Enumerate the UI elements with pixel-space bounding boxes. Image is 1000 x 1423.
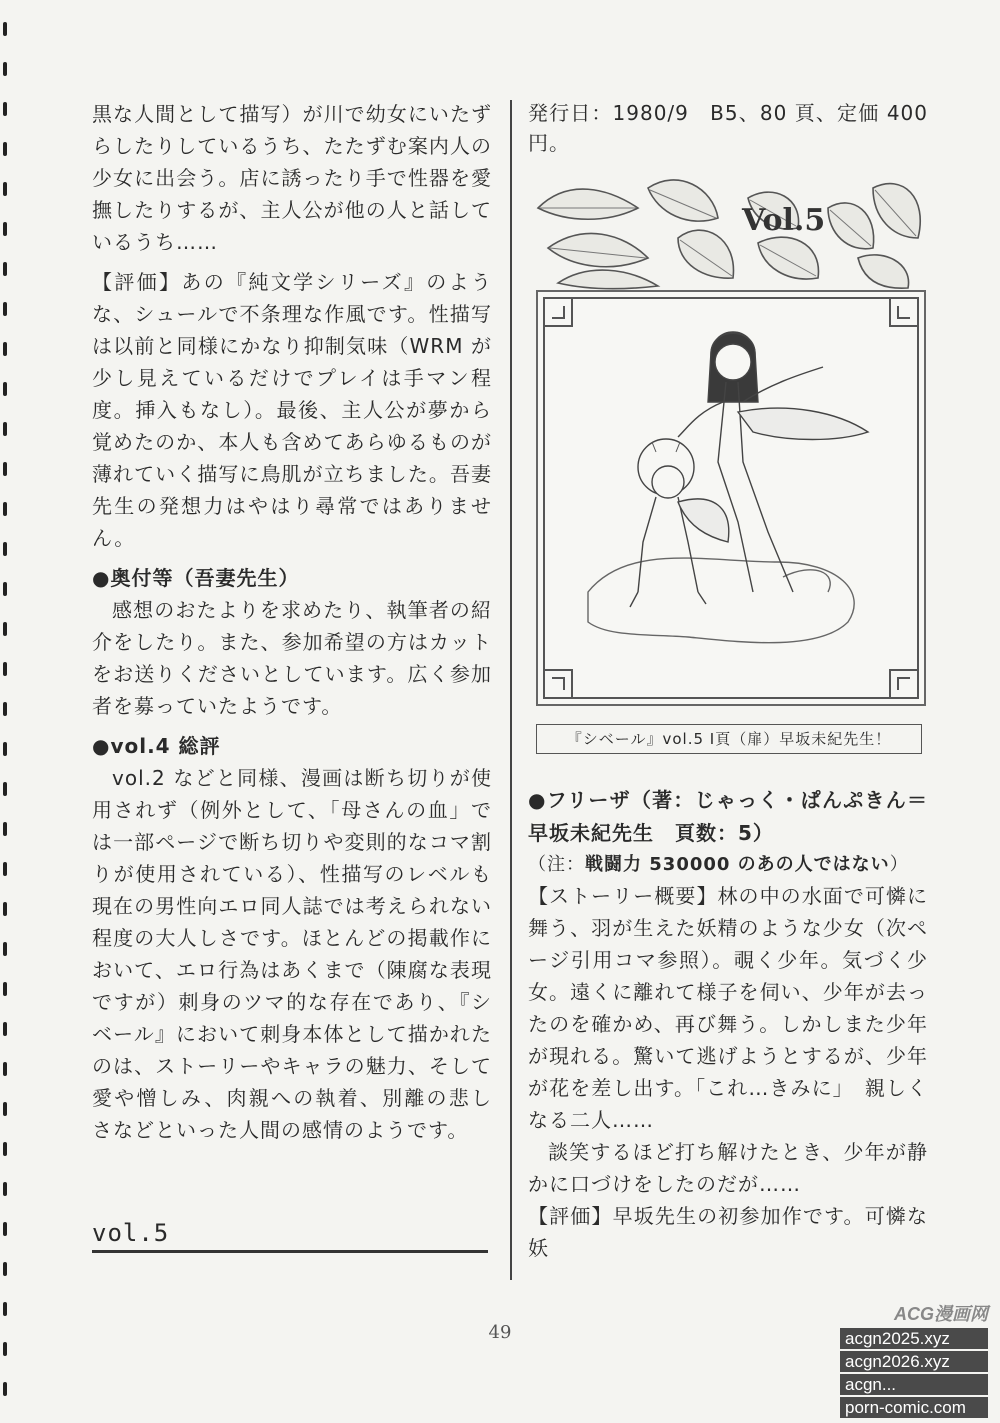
evaluation-paragraph: 【評価】あの『純文学シリーズ』のような、シュールで不条理な作風です。性描写は以前と同様にかなり抑制気味（WRM が少し見えているだけでプレイは手マン程度。挿入もなし）。最後、主人公が夢から覚めたのか、本人も含めてあらゆるものが薄れていく描写に鳥肌が立ちました。吾妻先生の発想力はやはり尋常ではありません。 <box>92 270 492 550</box>
story-summary-continued: 談笑するほど打ち解けたとき、少年が静かに口づけをしたのだが…… <box>528 1140 928 1196</box>
body-paragraph: 黒な人間として描写）が川で幼女にいたずらしたりしているうち、たたずむ案内人の少女に出会う。店に誘ったり手で性器を愛撫したりするが、主人公が他の人と話しているうち…… <box>92 102 492 254</box>
colophon-paragraph: 感想のおたよりを求めたり、執筆者の紹介をしたり。また、参加希望の方はカットをお送りくださいとしています。広く参加者を募っていたようです。 <box>92 598 492 718</box>
watermark-logo: ACG漫画网 <box>894 1304 988 1324</box>
cover-illustration <box>536 290 926 706</box>
right-column <box>528 98 928 1264</box>
story-note <box>528 850 928 880</box>
section-title-vol4-review: ●vol.4 総評 <box>92 734 221 758</box>
note-prefix: （注： <box>528 854 585 875</box>
leaf-logo-illustration <box>528 168 928 290</box>
section-title-colophon: ●奥付等（吾妻先生） <box>92 566 300 590</box>
story-summary: 【ストーリー概要】林の中の水面で可憐に舞う、羽が生えた妖精のような少女（次ページ引用コマ参照）。覗く少年。気づく少女。遠くに離れて様子を伺い、少年が去ったのを確かめ、再び舞う。しかしまた少年が現れる。驚いて逃げようとするが、少年が花を差し出す。「これ…きみに」 親しくなる二人…… <box>528 884 928 1132</box>
note-suffix: ） <box>889 854 909 875</box>
story-evaluation: 【評価】早坂先生の初参加作です。可憐な妖 <box>528 1204 928 1260</box>
page-number: 49 <box>488 1322 512 1343</box>
vol5-heading: vol.5 <box>92 1216 488 1253</box>
fairy-illustration <box>538 292 924 704</box>
watermark-url: acgn... <box>840 1374 988 1395</box>
story-title: ●フリーザ（著：じゃっく・ぱんぷきん＝早坂未紀先生 頁数：5） <box>528 788 928 845</box>
cover-title-logo <box>528 168 928 290</box>
column-divider <box>510 100 512 1280</box>
watermark <box>840 1300 988 1420</box>
figure-caption: 『シベール』vol.5 Ⅰ頁（扉）早坂未紀先生！ <box>536 724 922 754</box>
left-column <box>92 98 492 1154</box>
watermark-url: acgn2026.xyz <box>840 1351 988 1372</box>
cover-vol-label: Vol.5 <box>742 203 826 238</box>
binding-holes <box>0 0 14 1419</box>
watermark-url: porn-comic.com <box>840 1397 988 1418</box>
vol4-review-paragraph: vol.2 などと同様、漫画は断ち切りが使用されず（例外として、「母さんの血」では一部ページで断ち切りや変則的なコマ割りが使用されている）、性描写のレベルも現在の男性向エロ同人誌では考えられない程度の大人しさです。ほとんどの掲載作において、エロ行為はあくまで（陳腐な表現ですが）刺身のツマ的な存在であり、『シベール』において刺身本体として描かれたのは、ストーリーやキャラの魅力、そして愛や憎しみ、肉親への執着、別離の悲しさなどといった人間の感情のようです。 <box>92 766 492 1142</box>
publication-info: 発行日：1980/9 B5、80 頁、定価 400 円。 <box>528 101 928 155</box>
note-bold: 戦闘力 530000 のあの人ではない <box>585 854 890 875</box>
watermark-url: acgn2025.xyz <box>840 1328 988 1349</box>
